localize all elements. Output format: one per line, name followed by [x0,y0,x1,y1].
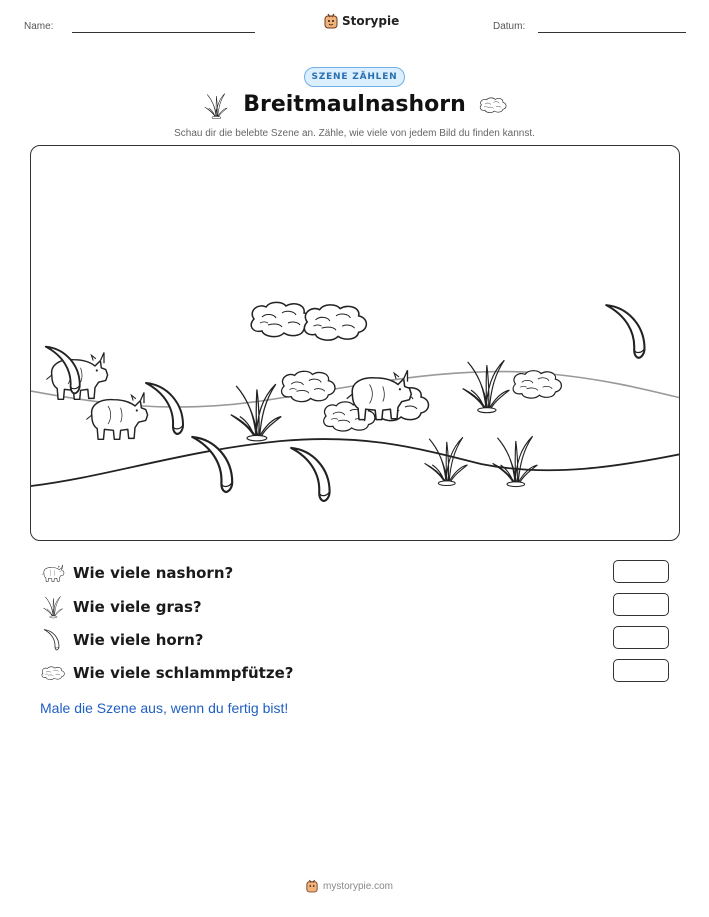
answer-box-grass[interactable] [613,593,669,616]
brand-logo [324,13,399,29]
brand-name: Storypie [342,14,400,28]
horn [146,383,183,434]
footer [306,879,393,893]
name-label: Name: [24,21,54,32]
horn [192,437,232,492]
mud-puddle [304,305,366,340]
storypie-logo-icon [306,879,318,893]
question-label: Wie viele nashorn? [73,564,234,582]
question-label: Wie viele schlammpfütze? [73,664,294,682]
date-line[interactable] [538,32,686,33]
counting-scene [30,145,680,541]
grass-tuft [231,384,281,441]
rhino [86,393,147,440]
question-label: Wie viele horn? [73,631,204,649]
footer-url[interactable]: mystorypie.com [323,880,394,892]
mud-puddle [513,371,561,398]
grass-tuft [463,360,510,412]
date-label: Datum: [493,21,526,32]
answer-box-rhino[interactable] [613,560,669,583]
grass-tuft [425,437,468,485]
question-horn [40,627,203,653]
activity-badge: SZENE ZÄHLEN [304,67,405,87]
question-rhino [40,560,233,586]
question-mud-puddle [40,660,293,686]
horn-icon [40,628,66,652]
answer-box-mud-puddle[interactable] [613,659,669,682]
mud-puddle-icon [40,661,66,685]
rhino-icon [40,561,66,585]
grass-tuft [493,436,538,486]
name-line[interactable] [72,32,255,33]
horn [606,305,644,358]
coloring-instruction: Male die Szene aus, wenn du fertig bist! [40,700,289,716]
horn [291,448,329,501]
grass-icon [40,595,66,619]
answer-box-horn[interactable] [613,626,669,649]
mud-puddle-icon [478,96,508,114]
mud-puddle [251,302,311,336]
page-title: Breitmaulnashorn [243,92,466,117]
storypie-logo-icon [324,13,338,29]
mud-puddle [282,371,335,401]
question-label: Wie viele gras? [73,598,202,616]
page-subtitle: Schau dir die belebte Szene an. Zähle, wie viele von jedem Bild du finden kannst. [174,128,535,139]
question-grass [40,594,202,620]
